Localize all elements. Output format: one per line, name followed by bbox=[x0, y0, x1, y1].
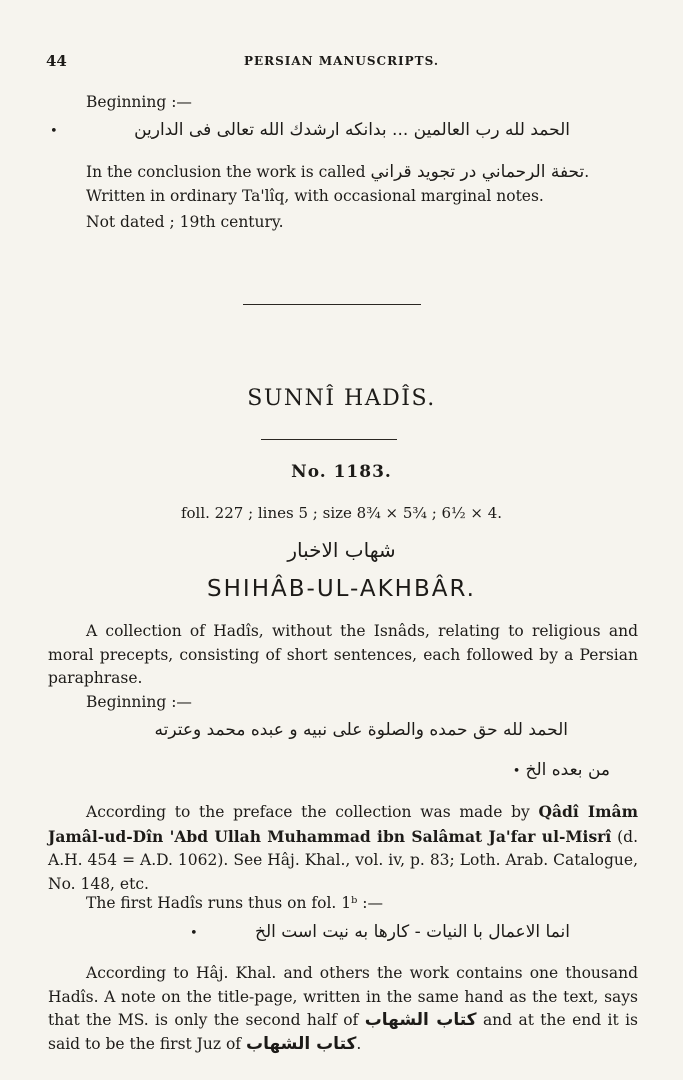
preface-text-1: According to the preface the collection was made by bbox=[86, 803, 530, 821]
section-separator bbox=[243, 304, 421, 305]
prev-beginning-label: Beginning :— bbox=[86, 93, 192, 111]
running-head: PERSIAN MANUSCRIPTS. bbox=[243, 54, 440, 68]
closing-end: . bbox=[356, 1034, 362, 1053]
entry-beginning-arabic-1: الحمد لله حق حمده والصلوة على نبيه و عبده محمد وعترته bbox=[154, 720, 568, 740]
preface-text-2: (d. A.H. 454 = A.D. 1062). See Hâj. Khal., vol. iv, p. 83; Loth. Arab. Catalogue, No. 148, etc. bbox=[48, 827, 638, 893]
page-number: 44 bbox=[46, 52, 67, 70]
entry-title-english: SHIHÂB-UL-AKHBÂR. bbox=[207, 576, 476, 602]
prev-conclusion-end: . bbox=[584, 163, 590, 181]
bullet: • bbox=[190, 926, 198, 941]
prev-conclusion-en: In the conclusion the work is called bbox=[86, 163, 366, 181]
entry-number: No. 1183. bbox=[291, 462, 392, 482]
closing-text-1: According to Hâj. Khal. and others the work contains one thousand Hadîs. A note on the title-page, written in the same hand as the text, says that the MS. is only the second half of bbox=[48, 964, 638, 1029]
entry-beginning-arabic-2-line bbox=[470, 760, 610, 780]
entry-description: A collection of Hadîs, without the Isnâds, relating to religious and moral precepts, consisting of short sentences, each followed by a Persian paraphrase. bbox=[48, 622, 638, 687]
closing-paragraph bbox=[48, 962, 638, 1056]
prev-conclusion-ar: تحفة الرحماني در تجويد قراني bbox=[370, 162, 585, 182]
entry-beginning-label: Beginning :— bbox=[86, 693, 192, 711]
prev-written: Written in ordinary Ta'lîq, with occasional marginal notes. bbox=[86, 187, 544, 205]
prev-dated: Not dated ; 19th century. bbox=[86, 213, 284, 231]
entry-title-arabic: شهاب الاخبار bbox=[287, 538, 396, 562]
preface-paragraph bbox=[48, 800, 638, 896]
bullet: • bbox=[512, 764, 521, 779]
closing-text-2: and at the end it is said to be the first Juz of bbox=[48, 1011, 638, 1053]
prev-conclusion-line bbox=[86, 162, 589, 182]
entry-beginning-arabic-2: من بعده الخ bbox=[525, 760, 610, 780]
closing-arabic-2: كتاب الشهاب bbox=[245, 1033, 357, 1054]
prev-beginning-arabic-line bbox=[50, 120, 570, 140]
bullet: • bbox=[50, 124, 58, 139]
section-title: SUNNÎ HADÎS. bbox=[247, 386, 436, 411]
closing-arabic-1: كتاب الشهاب bbox=[364, 1010, 477, 1030]
first-hadis-line bbox=[190, 922, 570, 942]
first-hadis-arabic: انما الاعمال با النيات - كارها به نيت است الخ bbox=[255, 922, 570, 942]
first-hadis-label: The first Hadîs runs thus on fol. 1ᵇ :— bbox=[86, 894, 383, 912]
entry-details: foll. 227 ; lines 5 ; size 8¾ × 5¾ ; 6½ × 4. bbox=[180, 504, 503, 522]
title-underline bbox=[261, 439, 397, 440]
preface-author: Qâdî Imâm Jamâl-ud-Dîn 'Abd Ullah Muhammad ibn Salâmat Ja'far ul-Misrî bbox=[48, 802, 638, 846]
prev-beginning-arabic: الحمد لله رب العالمين ... بدانكه ارشدك الله تعالى فى الدارين bbox=[134, 120, 570, 140]
